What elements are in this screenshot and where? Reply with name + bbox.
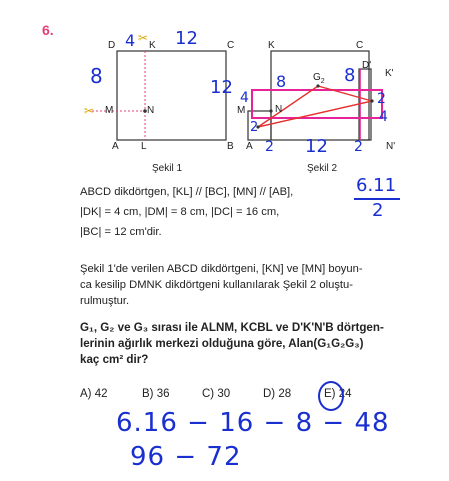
prompt-line-1: G₁, G₂ ve G₃ sırası ile ALNM, KCBL ve D'K'N'B dörtgen-	[80, 321, 384, 334]
figure1-caption: Şekil 1	[152, 163, 183, 174]
paragraph-line-1: Şekil 1'de verilen ABCD dikdörtgeni, [KN] ve [MN] boyun-	[80, 263, 363, 275]
hand-fig2-2a: 2	[250, 120, 259, 135]
label-M: M	[237, 105, 246, 116]
hand-fig2-4: 4	[240, 90, 249, 106]
given-line-2: |DK| = 4 cm, |DM| = 8 cm, |DC| = 16 cm,	[80, 206, 280, 218]
given-line-1: ABCD dikdörtgen, [KL] // [BC], [MN] // [AB],	[80, 186, 294, 198]
hand-fig2-8b: 8	[344, 65, 356, 86]
label-K: K	[268, 40, 275, 51]
hand-fig2-bottom-2a: 2	[265, 139, 274, 155]
label-A: A	[112, 141, 119, 152]
description-paragraph	[80, 261, 440, 309]
label-A: A	[246, 141, 253, 152]
hand-fig2-4b: 4	[379, 109, 388, 125]
hand-fig2-12: 12	[305, 136, 328, 157]
fraction-denominator: 2	[372, 200, 384, 221]
label-D-prime: D'	[362, 60, 372, 71]
given-line-3: |BC| = 12 cm'dir.	[80, 226, 162, 238]
paragraph-line-2: ca kesilip DMNK dikdörtgeni kullanılarak Şekil 2 oluştu-	[80, 279, 353, 291]
question-prompt	[80, 320, 440, 368]
hand-fig2-2b: 2	[377, 91, 386, 107]
fraction-numerator: 6.11	[356, 175, 397, 196]
hand-4: 4	[125, 31, 136, 50]
hand-fig2-bottom-2b: 2	[354, 139, 363, 155]
label-C: C	[356, 40, 364, 51]
option-b[interactable]: B) 36	[142, 388, 170, 400]
hand-12-top: 12	[175, 28, 198, 49]
label-N: N	[275, 104, 283, 115]
label-M: M	[105, 105, 114, 116]
label-N-prime: N'	[386, 141, 396, 152]
option-e[interactable]: E) 24	[324, 388, 352, 400]
work-line-1: 6.16 − 16 − 8 − 48	[116, 408, 390, 438]
label-L: L	[141, 141, 147, 152]
work-line-2: 96 − 72	[130, 442, 242, 472]
option-d[interactable]: D) 28	[263, 388, 292, 400]
hand-fig2-8a: 8	[276, 72, 287, 91]
figure2-caption: Şekil 2	[307, 163, 338, 174]
label-K: K	[149, 40, 156, 51]
selected-answer-circle	[318, 381, 344, 411]
given-info	[80, 184, 440, 240]
hand-12-right: 12	[210, 77, 233, 98]
label-C: C	[227, 40, 235, 51]
prompt-line-2: lerinin ağırlık merkezi olduğuna göre, Alan(G₁G₂G₃)	[80, 337, 364, 350]
scissors-left-icon: ✂	[84, 104, 95, 118]
label-G2: $G_2$	[313, 72, 325, 85]
label-N: N	[147, 105, 155, 116]
label-D: D	[108, 40, 116, 51]
scissors-top-icon: ✂	[138, 31, 149, 45]
prompt-line-3: kaç cm² dir?	[80, 353, 149, 366]
label-K-prime: K'	[385, 68, 394, 79]
option-a[interactable]: A) 42	[80, 388, 108, 400]
option-c[interactable]: C) 30	[202, 388, 231, 400]
label-B: B	[227, 141, 234, 152]
question-number: 6.	[42, 22, 54, 38]
hand-8: 8	[90, 64, 103, 88]
paragraph-line-3: rulmuştur.	[80, 295, 130, 307]
